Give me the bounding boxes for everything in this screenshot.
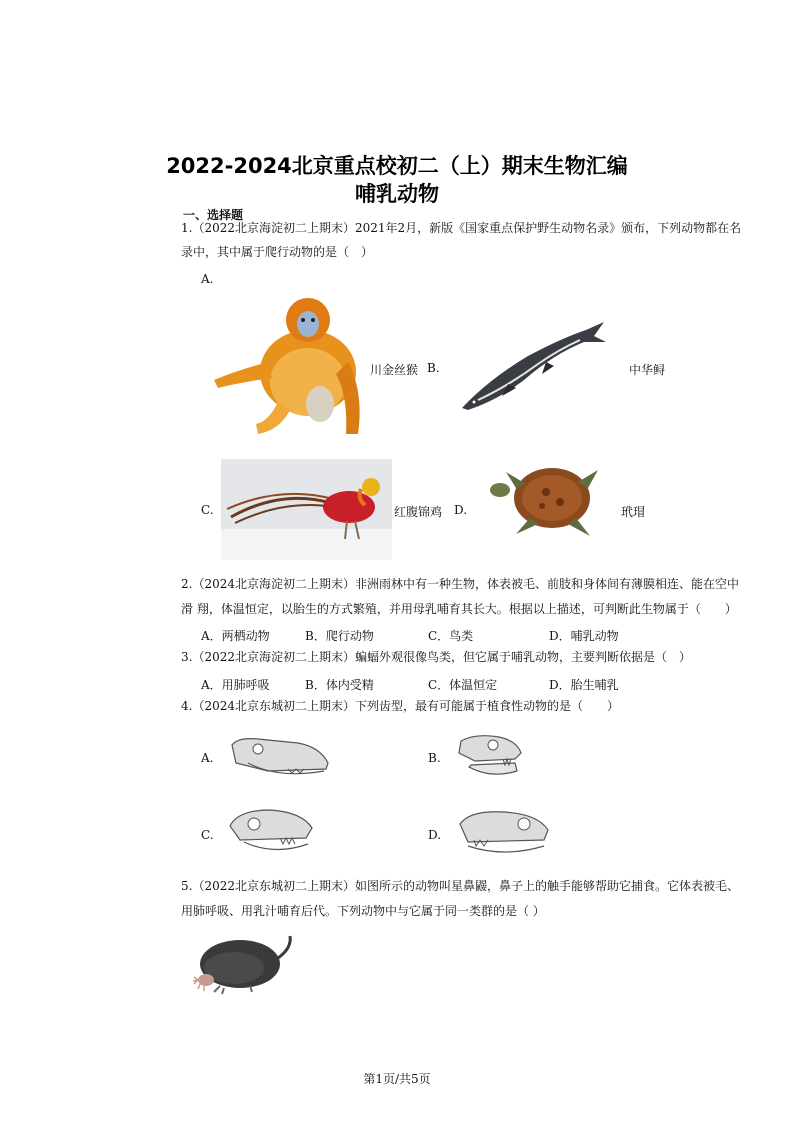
q2-option-d: D．哺乳动物	[549, 629, 619, 643]
page-title: 2022-2024北京重点校初二（上）期末生物汇编	[166, 154, 628, 178]
section-heading: 一、选择题	[183, 208, 244, 222]
hawksbill-turtle-image	[486, 458, 608, 540]
q1-option-d-letter: D.	[454, 503, 468, 517]
question-2-line-2: 滑 翔，体温恒定，以胎生的方式繁殖，并用母乳哺育其长大。根据以上描述，可判断此生物属于（ ）	[181, 602, 737, 616]
question-1-line-1: 1.（2022北京海淀初二上期末）2021年2月，新版《国家重点保护野生动物名录》颁布，下列动物都在名	[181, 221, 742, 235]
star-nosed-mole-image	[190, 928, 296, 996]
q1-option-b-letter: B.	[427, 361, 440, 375]
q1-option-c-name: 红腹锦鸡	[394, 505, 443, 519]
q4-option-b-letter: B.	[428, 751, 441, 765]
q3-option-d: D．胎生哺乳	[549, 678, 619, 692]
skull-a-image	[228, 733, 332, 783]
q1-option-d-name: 玳瑁	[621, 505, 646, 519]
q1-option-a-name: 川金丝猴	[370, 363, 419, 377]
skull-c-image	[224, 806, 318, 858]
skull-d-image	[454, 808, 552, 860]
golden-pheasant-image	[221, 459, 392, 560]
q1-option-a-letter: A.	[201, 272, 214, 286]
q4-option-a-letter: A.	[201, 751, 214, 765]
page-subtitle: 哺乳动物	[355, 182, 439, 206]
question-5-line-2: 用肺呼吸、用乳汁哺育后代。下列动物中与它属于同一类群的是（ ）	[181, 904, 545, 918]
q1-option-b-name: 中华鲟	[629, 363, 666, 377]
q3-option-a: A．用肺呼吸	[201, 678, 270, 692]
q2-option-c: C．鸟类	[428, 629, 474, 643]
q3-option-c: C．体温恒定	[428, 678, 498, 692]
q1-option-c-letter: C.	[201, 503, 214, 517]
question-1-line-2: 录中，其中属于爬行动物的是（ ）	[181, 245, 374, 259]
sturgeon-image	[458, 320, 608, 412]
question-2-line-1: 2.（2024北京海淀初二上期末）非洲雨林中有一种生物，体表被毛、前肢和身体间有薄膜相连、能在空中	[181, 577, 739, 591]
question-5-line-1: 5.（2022北京东城初二上期末）如图所示的动物叫星鼻鼹，鼻子上的触手能够帮助它捕食。它体表被毛、	[181, 879, 739, 893]
page-number: 第1页/共5页	[363, 1072, 431, 1086]
question-4-line-1: 4.（2024北京东城初二上期末）下列齿型，最有可能属于植食性动物的是（ ）	[181, 699, 619, 713]
q2-option-a: A．两栖动物	[201, 629, 270, 643]
q3-option-b: B．体内受精	[305, 678, 374, 692]
question-3-line-1: 3.（2022北京海淀初二上期末）蝙蝠外观很像鸟类，但它属于哺乳动物，主要判断依据是（ ）	[181, 650, 691, 664]
skull-b-image	[455, 731, 525, 785]
q4-option-d-letter: D.	[428, 828, 442, 842]
q4-option-c-letter: C.	[201, 828, 214, 842]
q2-option-b: B．爬行动物	[305, 629, 374, 643]
golden-monkey-image	[208, 292, 368, 440]
